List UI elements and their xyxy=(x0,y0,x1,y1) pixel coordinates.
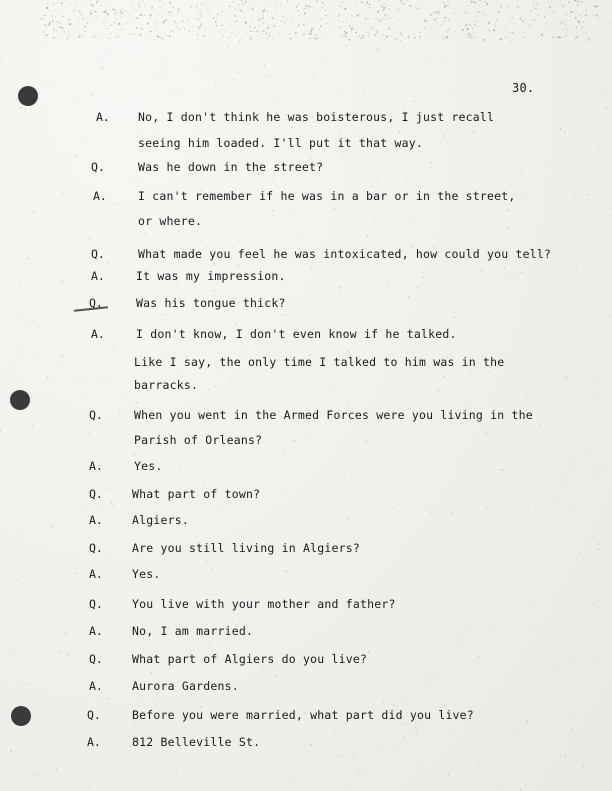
transcript-text: 812 Belleville St. xyxy=(132,735,261,749)
speaker-label: Q. xyxy=(89,597,103,611)
page-number: 30. xyxy=(512,81,535,95)
transcript-text: Like I say, the only time I talked to him was in the xyxy=(134,355,505,369)
binder-hole-bottom xyxy=(11,706,31,726)
speaker-label: Q. xyxy=(89,408,103,422)
speaker-label: Q. xyxy=(89,487,103,501)
transcript-text: Was his tongue thick? xyxy=(136,296,286,310)
speaker-label: Q. xyxy=(89,296,103,310)
transcript-text: seeing him loaded. I'll put it that way. xyxy=(138,136,423,150)
transcript-text: What part of Algiers do you live? xyxy=(132,652,368,666)
speaker-label: A. xyxy=(89,459,103,473)
speaker-label: A. xyxy=(89,624,103,638)
speaker-label: Q. xyxy=(91,247,105,261)
binder-hole-top xyxy=(18,86,38,106)
speaker-label: A. xyxy=(89,567,103,581)
transcript-text: Aurora Gardens. xyxy=(132,679,239,693)
speaker-label: Q. xyxy=(87,708,101,722)
transcript-text: Before you were married, what part did you live? xyxy=(132,708,474,722)
speaker-label: A. xyxy=(93,189,107,203)
transcript-text: Yes. xyxy=(132,567,161,581)
speaker-label: Q. xyxy=(89,541,103,555)
transcript-text: or where. xyxy=(138,214,203,228)
binder-hole-middle xyxy=(10,390,30,410)
transcript-text: I can't remember if he was in a bar or in the street, xyxy=(138,189,516,203)
transcript-text: Algiers. xyxy=(132,513,189,527)
transcript-text: What part of town? xyxy=(132,487,261,501)
transcript-text: No, I don't think he was boisterous, I just recall xyxy=(138,110,495,124)
transcript-text: No, I am married. xyxy=(132,624,254,638)
transcript-text: Parish of Orleans? xyxy=(134,433,263,447)
speaker-label: A. xyxy=(87,735,101,749)
transcript-text: Are you still living in Algiers? xyxy=(132,541,360,555)
transcript-text: I don't know, I don't even know if he talked. xyxy=(136,327,457,341)
transcript-text: barracks. xyxy=(134,378,199,392)
speaker-label: A. xyxy=(89,679,103,693)
transcript-text: It was my impression. xyxy=(136,269,286,283)
speaker-label: Q. xyxy=(89,652,103,666)
speaker-label: Q. xyxy=(91,160,105,174)
speaker-label: A. xyxy=(91,269,105,283)
transcript-text: When you went in the Armed Forces were you living in the xyxy=(134,408,533,422)
speaker-label: A. xyxy=(91,327,105,341)
transcript-text: Was he down in the street? xyxy=(138,160,324,174)
speaker-label: A. xyxy=(89,513,103,527)
transcript-text: What made you feel he was intoxicated, how could you tell? xyxy=(138,247,552,261)
transcript-text: You live with your mother and father? xyxy=(132,597,396,611)
speaker-label: A. xyxy=(96,110,110,124)
transcript-text: Yes. xyxy=(134,459,163,473)
